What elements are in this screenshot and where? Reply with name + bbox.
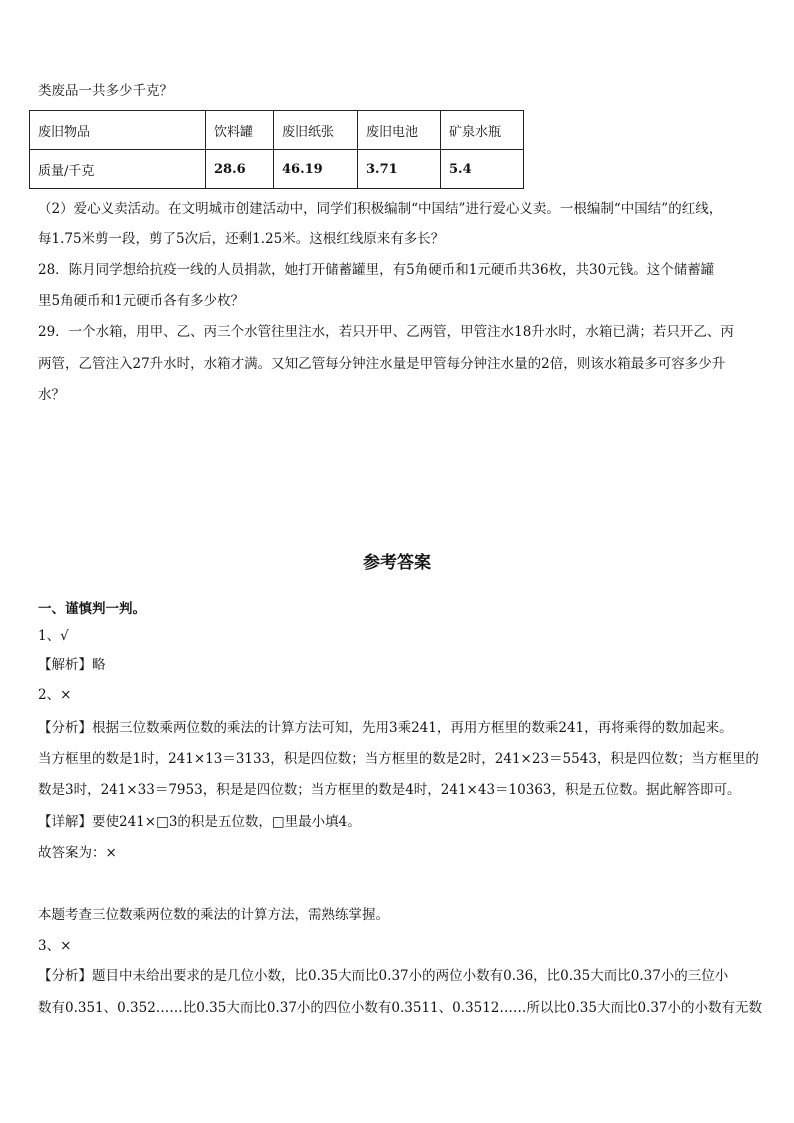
- table-header-cell: 废旧纸张: [274, 111, 358, 150]
- question-28-line: 里5角硬币和1元硬币各有多少枚？: [38, 293, 245, 309]
- table-row: [30, 111, 524, 150]
- question-29-line: 水？: [38, 387, 65, 403]
- answer-1-analysis: 【解析】略: [38, 657, 106, 673]
- table-cell: 5.4: [441, 150, 524, 189]
- question-29-line: 29．一个水箱，用甲、乙、丙三个水管往里注水，若只开甲、乙两管，甲管注水18升水时，水箱已满；若只开乙、丙: [38, 324, 734, 340]
- question-28-line: 28．陈月同学想给抗疫一线的人员捐款，她打开储蓄罐里，有5角硬币和1元硬币共36枚，共30元钱。这个储蓄罐: [38, 262, 715, 278]
- table-header-cell: 饮料罐: [206, 111, 274, 150]
- section-heading: 一、谨慎判一判。: [38, 601, 146, 617]
- answer-3-analysis-line: 数有0.351、0.352……比0.35大而比0.37小的四位小数有0.3511、0.3512……所以比0.35大而比0.37小的小数有无数: [38, 1000, 763, 1016]
- table-header-cell: 废旧物品: [30, 111, 206, 150]
- table-header-cell: 废旧电池: [358, 111, 441, 150]
- question-29-line: 两管，乙管注入27升水时，水箱才满。又知乙管每分钟注水量是甲管每分钟注水量的2倍，则该水箱最多可容多少升: [38, 356, 726, 372]
- question-2-line: 每1.75米剪一段，剪了5次后，还剩1.25米。这根红线原来有多长？: [38, 231, 445, 247]
- table-header-cell: 矿泉水瓶: [441, 111, 524, 150]
- answer-2-analysis-line: 【分析】根据三位数乘两位数的乘法的计算方法可知，先用3乘241，再用方框里的数乘241，再将乘得的数加起来。: [38, 720, 733, 736]
- answer-2-number: 2、×: [38, 687, 72, 703]
- answers-title: 参考答案: [363, 553, 431, 573]
- answer-3-number: 3、×: [38, 938, 72, 954]
- table-cell: 3.71: [358, 150, 441, 189]
- answer-2-detail: 【详解】要使241×□3的积是五位数，□里最小填4。: [38, 814, 361, 830]
- table-row: [30, 150, 524, 189]
- question-2-line: （2）爱心义卖活动。在文明城市创建活动中，同学们积极编制“中国结”进行爱心义卖。一根编制“中国结”的红线，: [38, 201, 723, 217]
- table-cell: 质量/千克: [30, 150, 206, 189]
- answer-2-note: 本题考查三位数乘两位数的乘法的计算方法，需熟练掌握。: [38, 907, 389, 923]
- intro-text: 类废品一共多少千克？: [38, 83, 173, 99]
- answer-3-analysis-line: 【分析】题目中未给出要求的是几位小数，比0.35大而比0.37小的两位小数有0.36，比0.35大而比0.37小的三位小: [38, 968, 729, 984]
- table-cell: 46.19: [274, 150, 358, 189]
- answer-1-number: 1、√: [38, 628, 69, 644]
- table-cell: 28.6: [206, 150, 274, 189]
- answer-2-analysis-line: 当方框里的数是1时，241×13＝3133，积是四位数；当方框里的数是2时，241×23＝5543，积是四位数；当方框里的: [38, 751, 759, 767]
- answer-2-answer: 故答案为：×: [38, 845, 117, 861]
- answer-2-analysis-line: 数是3时，241×33＝7953，积是是四位数；当方框里的数是4时，241×43＝10363，积是五位数。据此解答即可。: [38, 782, 741, 798]
- waste-table: [29, 110, 524, 189]
